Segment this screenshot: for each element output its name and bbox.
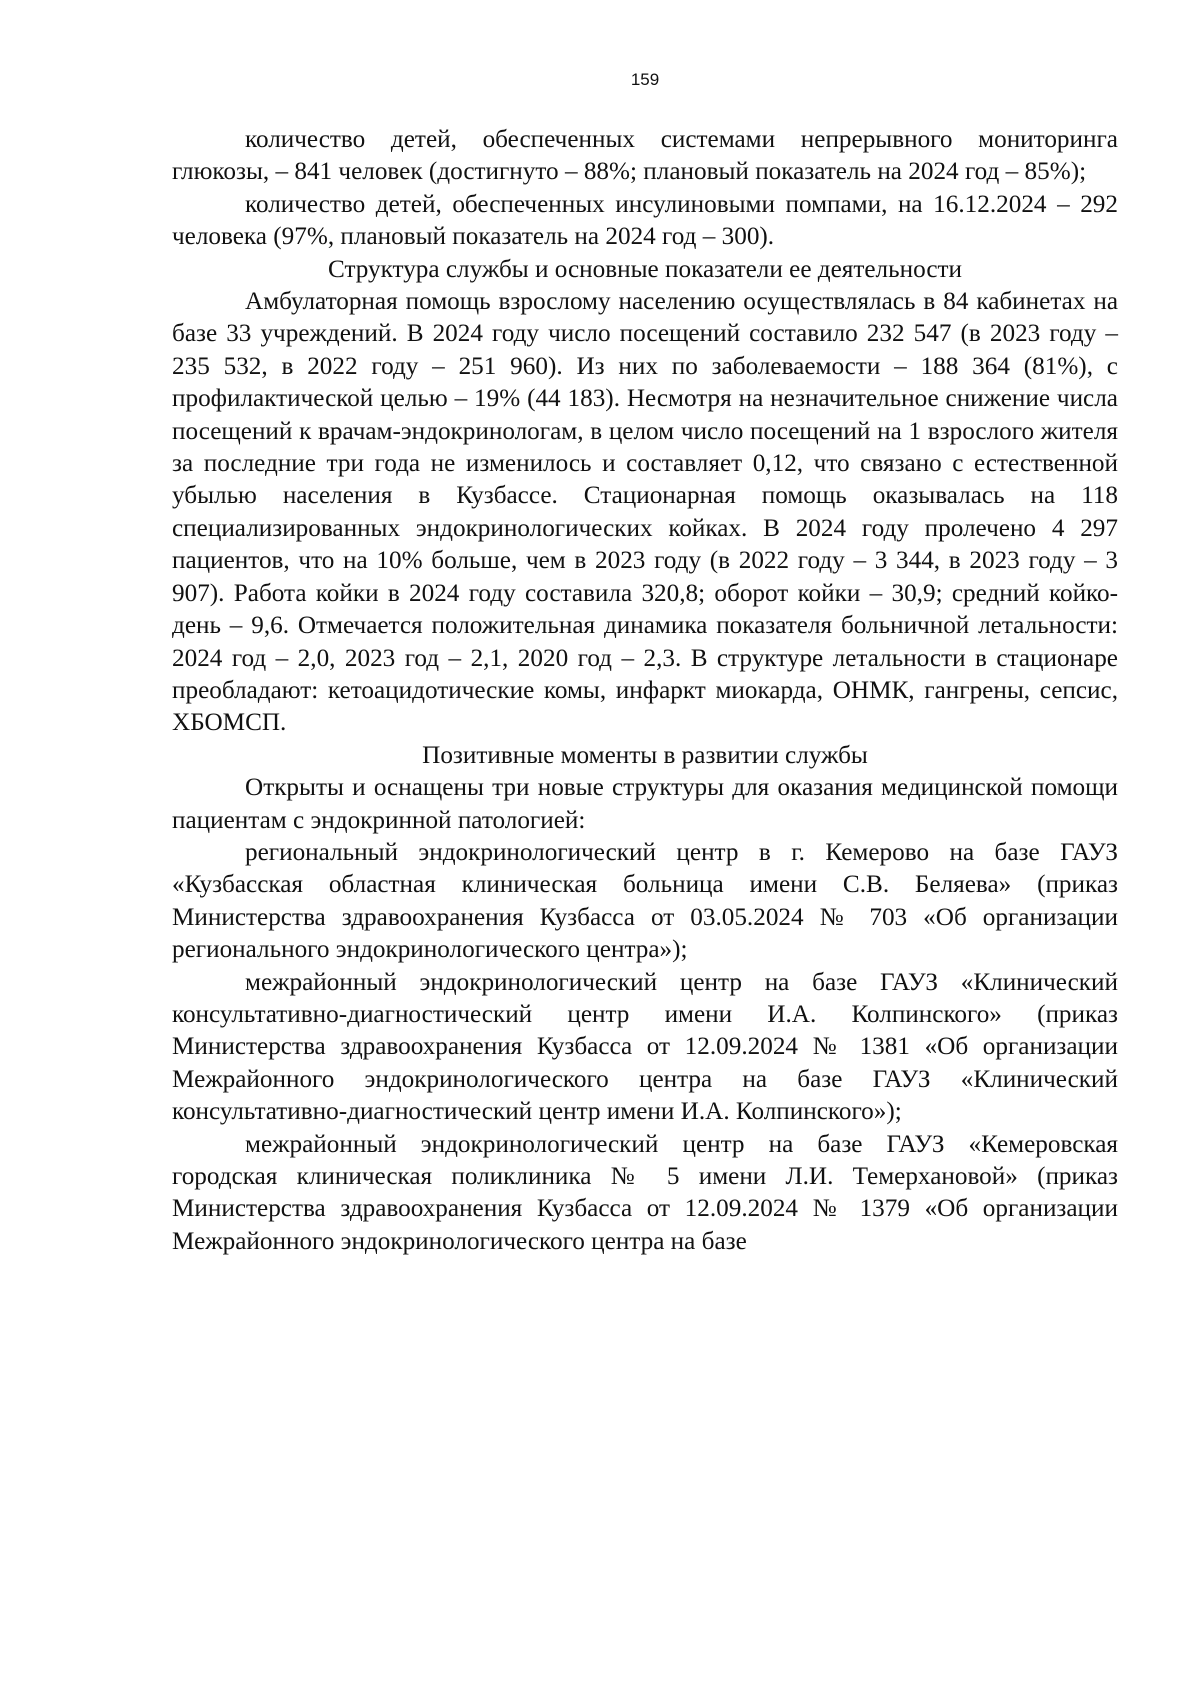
section-heading-positive: Позитивные моменты в развитии службы: [422, 741, 868, 769]
paragraph-structure-indicators: Амбулаторная помощь взрослому населению осуществлялась в 84 кабинетах на базе 33 учреждений. В 2024 году число посещений составило 232 547 (в 2023 году – 235 532, в 2022 году – 251 960). Из них по заболеваемости – 188 364 (81%), с профилактической целью – 19% (44 183). Несмотря на незначительное снижение числа посещений к врачам-эндокринологам, в целом число посещений на 1 взрослого жителя за последние три года не изменилось и составляет 0,12, что связано с естественной убылью населения в Кузбассе. Стационарная помощь оказывалась на 118 специализированных эндокринологических койках. В 2024 году пролечено 4 297 пациентов, что на 10% больше, чем в 2023 году (в 2022 году – 3 344, в 2023 году – 3 907). Работа койки в 2024 году составила 320,8; оборот койки – 30,9; средний койко-день – 9,6. Отмечается положительная динамика показателя больничной летальности: 2024 год – 2,0, 2023 год – 2,1, 2020 год – 2,3. В структуре летальности в стационаре преобладают: кетоацидотические комы, инфаркт миокарда, ОНМК, гангрены, сепсис, ХБОМСП.: [172, 288, 1118, 737]
paragraph-children-insulin-pumps: количество детей, обеспеченных инсулиновыми помпами, на 16.12.2024 – 292 человека (97%, плановый показатель на 2024 год – 300).: [172, 190, 1118, 251]
section-heading-structure: Структура службы и основные показатели ее деятельности: [328, 255, 962, 283]
list-item-kolpinsky-center: межрайонный эндокринологический центр на базе ГАУЗ «Клинический консультативно-диагностический центр имени И.А. Колпинского» (приказ Министерства здравоохранения Кузбасса от 12.09.2024 № 1381 «Об организации Межрайонного эндокринологического центра на базе ГАУЗ «Клинический консультативно-диагностический центр имени И.А. Колпинского»);: [172, 968, 1118, 1126]
list-item-regional-center: региональный эндокринологический центр в г. Кемерово на базе ГАУЗ «Кузбасская областная клиническая больница имени С.В. Беляева» (приказ Министерства здравоохранения Кузбасса от 03.05.2024 № 703 «Об организации регионального эндокринологического центра»);: [172, 838, 1118, 964]
page-number: 159: [630, 70, 660, 89]
paragraph-children-cgm: количество детей, обеспеченных системами непрерывного мониторинга глюкозы, – 841 человек (достигнуто – 88%; плановый показатель на 2024 год – 85%);: [172, 126, 1118, 186]
list-item-polyclinic-5-center: межрайонный эндокринологический центр на базе ГАУЗ «Кемеровская городская клиническая поликлиника № 5 имени Л.И. Темерхановой» (приказ Министерства здравоохранения Кузбасса от 12.09.2024 № 1379 «Об организации Межрайонного эндокринологического центра на базе: [172, 1130, 1118, 1255]
document-body: [172, 124, 1118, 1258]
paragraph-new-structures-intro: Открыты и оснащены три новые структуры для оказания медицинской помощи пациентам с эндокринной патологией:: [172, 774, 1118, 834]
